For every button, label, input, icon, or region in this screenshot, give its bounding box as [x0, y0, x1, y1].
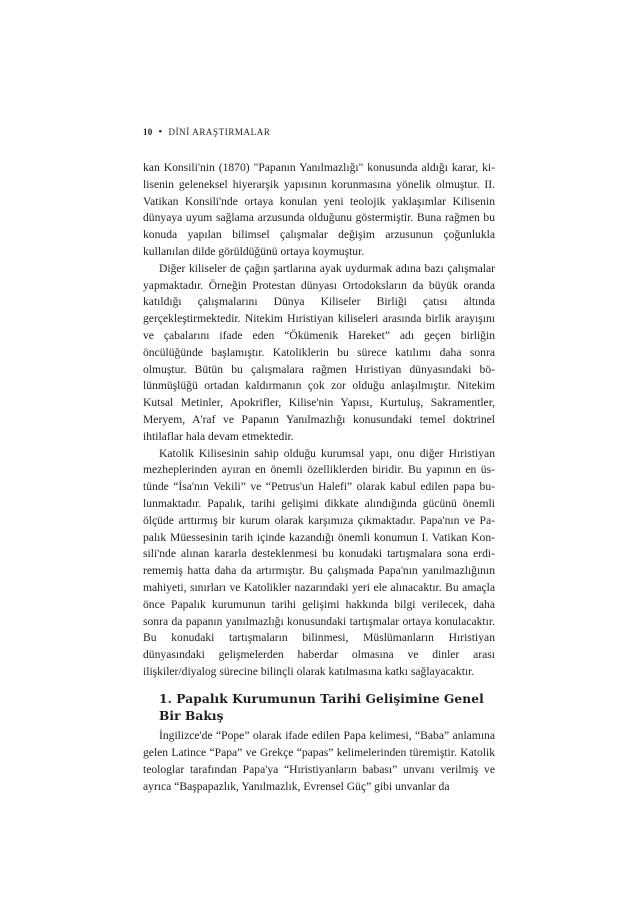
journal-title: DİNİ ARAŞTIRMALAR [168, 127, 271, 137]
paragraph-4: İngilizce'de “Pope” olarak ifade edilen Papa kelimesi, “Baba” anlamına gelen Latince “Papa” ve Grekçe “papas” kelimelerinden türemiştir. Katolik teologlar tarafından Papa'ya “Hıristiyanların babası” unvanı verilmiş ve ayrıca “Başpapazlık, Yanılmazlık, Evrensel Güç” gibi unvanlar da [143, 729, 495, 793]
body-text [143, 160, 495, 795]
section-heading: 1. Papalık Kurumunun Tarihi Gelişimine Genel Bir Bakış [159, 691, 484, 723]
running-header [143, 127, 270, 137]
header-bullet: • [158, 125, 163, 138]
paragraph-3: Katolik Kilisesinin sahip olduğu kurumsal yapı, onu diğer Hıristiyan mezheplerinden ayıran en önemli özelliklerden biridir. Bu yapının en üstünde “İsa'nın Vekili” ve “Petrus'un Halefi” olarak kabul edilen papa bulunmaktadır. Papalık, tarihi gelişimi dikkate alındığında gücünü önemli ölçüde arttırmış bir kurum olarak karşımıza çıkmaktadır. Papa'nın ve Papalık Müessesinin tarih içinde kazandığı önemli konumun I. Vatikan Konsili'nde alınan kararla desteklenmesi bu konudaki tartışmalara sona erdirememiş hatta daha da artırmıştır. Bu çalışmada Papa'nın yanılmazlığının mahiyeti, sınırları ve Katolikler nazarındaki yeri ele alınacaktır. Bu amaçla önce Papalık kurumunun tarihi gelişimi hakkında bilgi verilecek, daha sonra da papanın yanılmazlığı konusundaki tartışmalar ortaya konulacaktır. Bu konudaki tartışmaların bilinmesi, Müslümanların Hıristiyan dünyasındaki gelişmelerden haberdar olmasına ve dinler arası ilişkiler/diyalog sürecine bilinçli olarak katılmasına katkı sağlayacaktır. [143, 446, 495, 678]
paragraph-1: kan Konsili'nin (1870) "Papanın Yanılmazlığı" konusunda aldığı karar, kilisenin geleneksel hiyerarşik yapısının korunmasına yönelik olmuştur. II. Vatikan Konsili'nde ortaya konulan yeni teolojik yaklaşımlar Kilisenin dünyaya uyum sağlama arzusunda olduğunu göstermiştir. Buna rağmen bu konuda yapılan bilimsel çalışmalar değişim arzusunun çoğunlukla kullanılan dilde görüldüğünü ortaya koymuştur. [143, 161, 495, 258]
page-number: 10 [143, 127, 153, 137]
paragraph-2: Diğer kiliseler de çağın şartlarına ayak uydurmak adına bazı çalışmalar yapmaktadır. Örneğin Protestan dünyası Ortodoksların da büyük oranda katıldığı çalışmalarını Dünya Kiliseler Birliği çatısı altında gerçekleştirmektedir. Nitekim Hıristiyan kiliseleri arasında birlik arayışını ve çabalarını ifade eden “Ökümenik Hareket” adı geçen birliğin öncülüğünde başlamıştır. Katoliklerin bu sürece katılımı daha sonra olmuştur. Bütün bu çalışmalara rağmen Hıristiyan dünyasındaki bölünmüşlüğü ortadan kaldırmanın çok zor olduğu anlaşılmıştır. Nitekim Kutsal Metinler, Apokrifler, Kilise'nin Yapısı, Kurtuluş, Sakramentler, Meryem, A'raf ve Papanın Yanılmazlığı konusundaki temel doktrinel ihtilaflar hala devam etmektedir. [143, 261, 495, 443]
